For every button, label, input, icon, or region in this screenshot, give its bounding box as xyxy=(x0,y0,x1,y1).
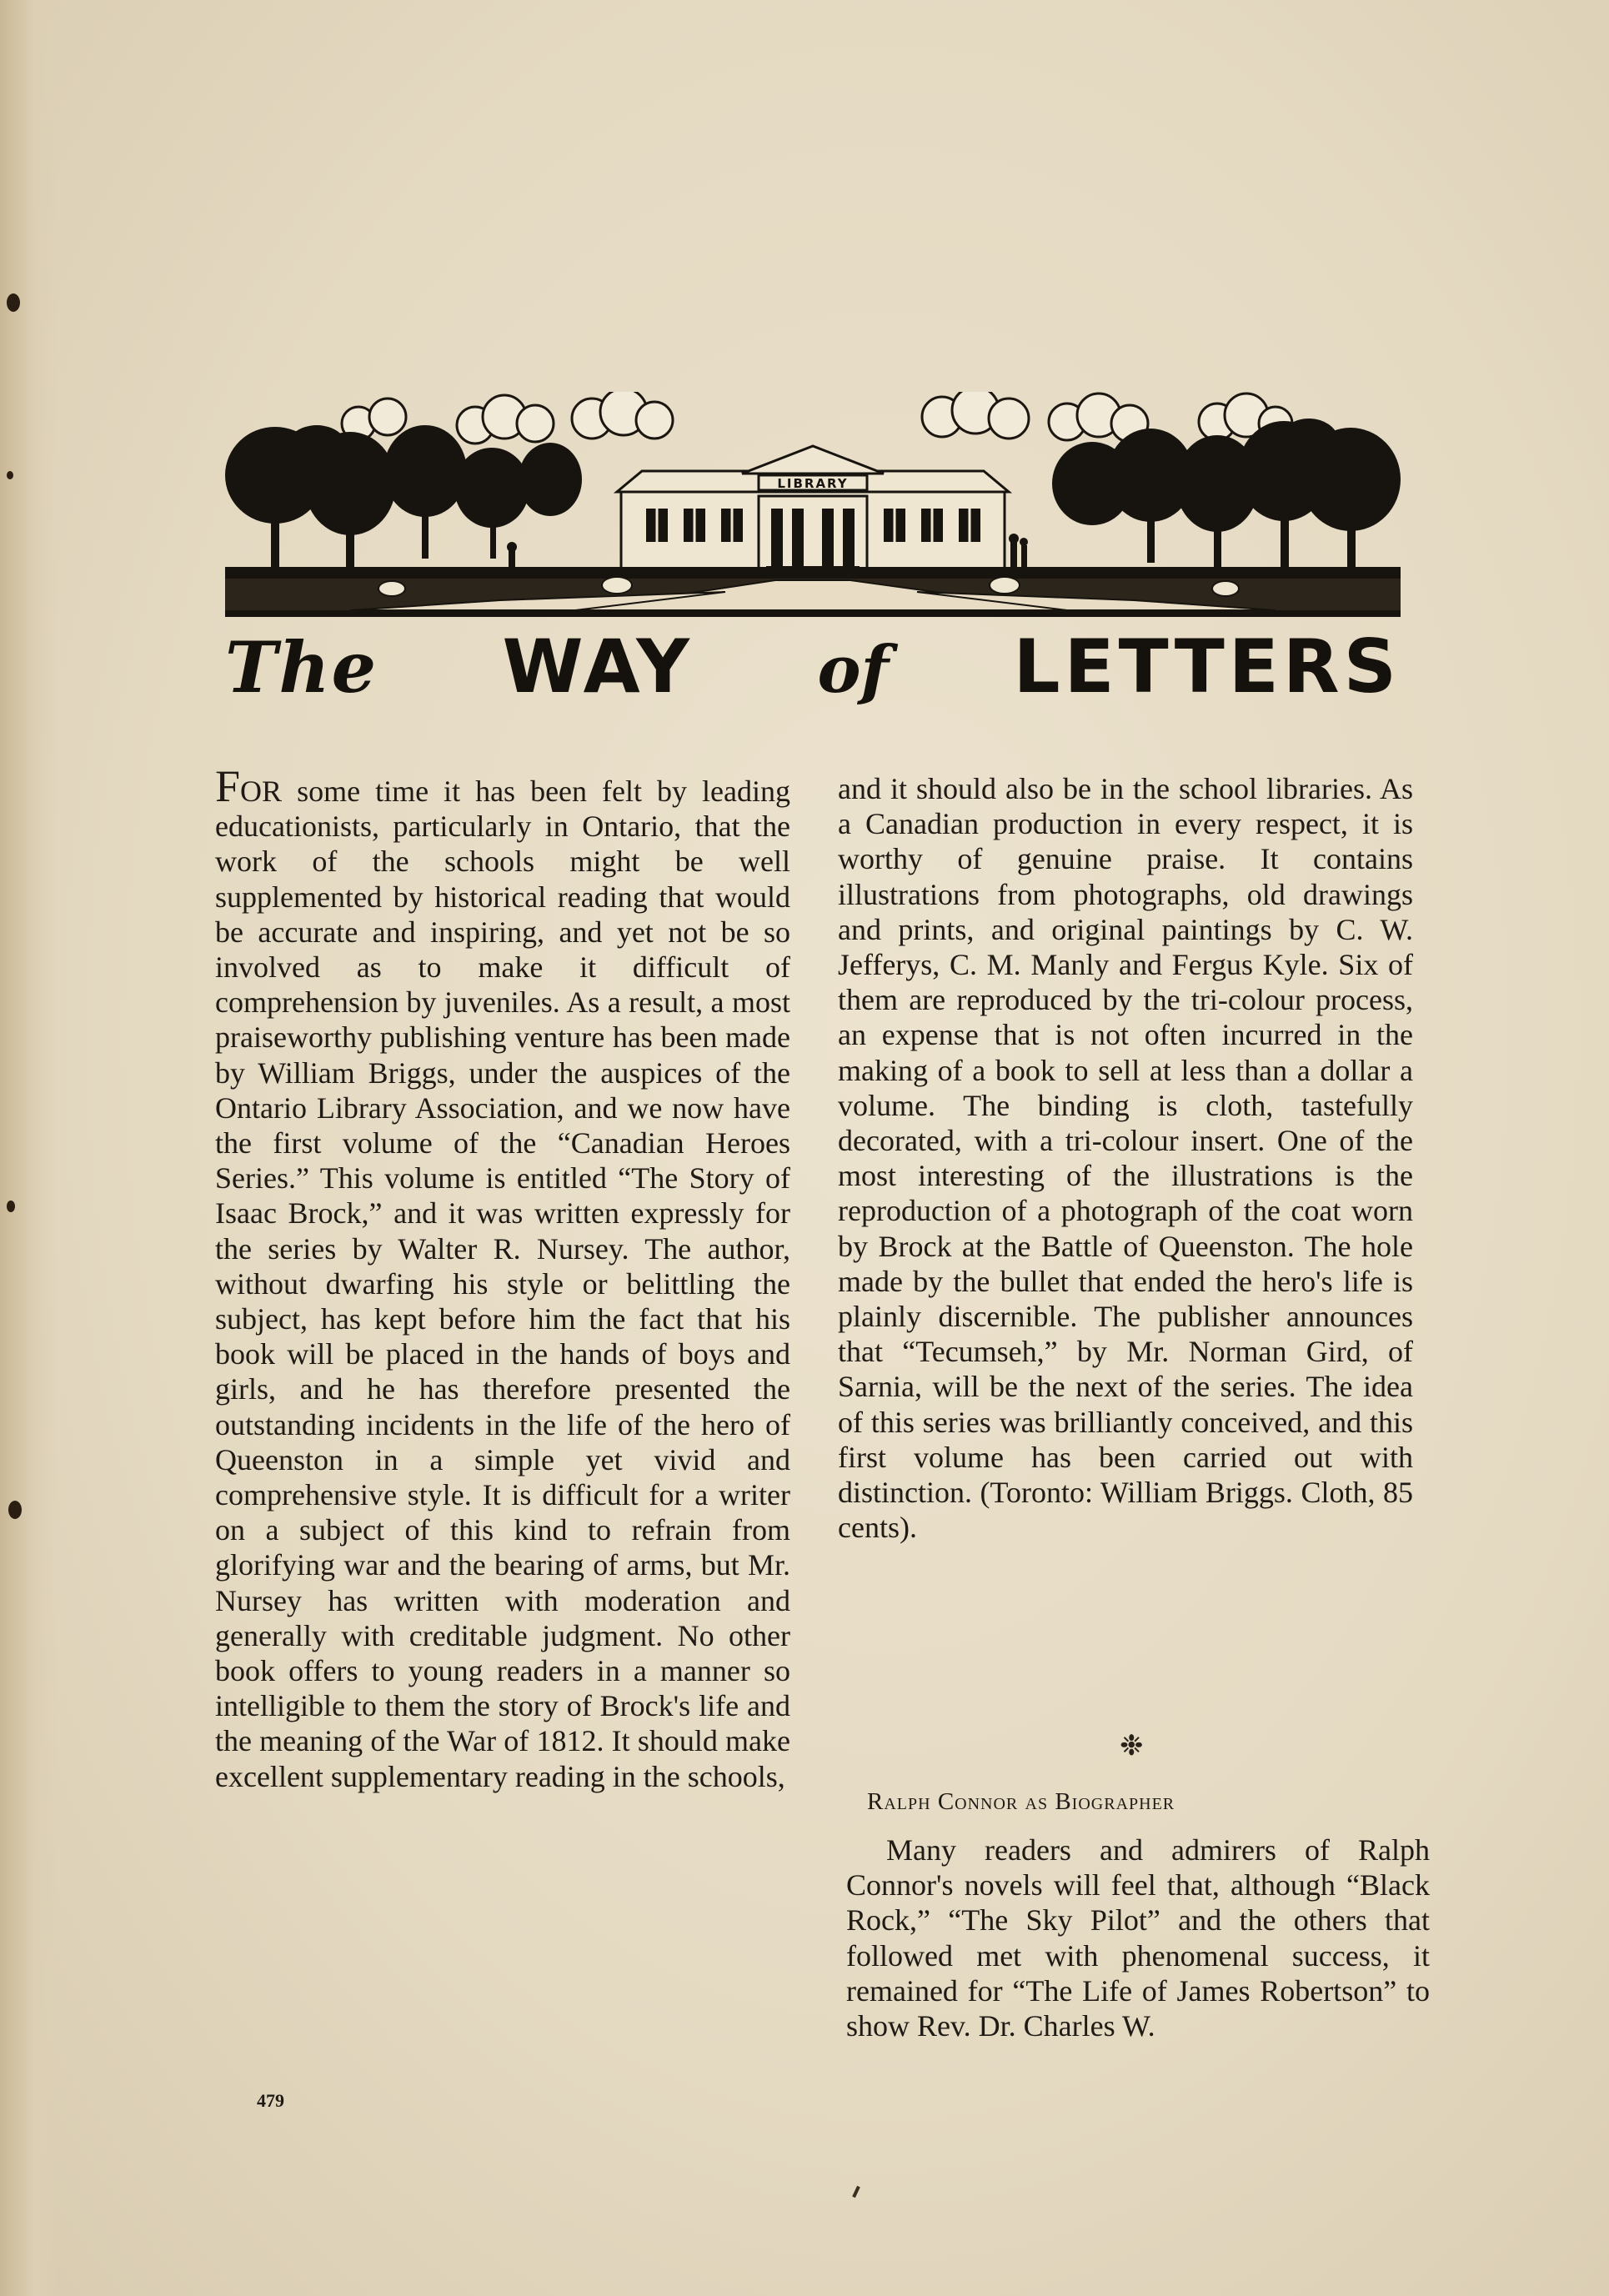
stray-ink-mark xyxy=(852,2186,860,2198)
title-the: The xyxy=(225,626,378,709)
article-left-column xyxy=(215,761,790,1794)
article-text-left: OR some time it has been felt by leading educationists, particularly in Ontario, that the work of the schools might be well supplemented by historical reading that would be accurate and inspiring, and yet not be so involved as to make it difficult of comprehension by juveniles. As a result, a most praiseworthy publishing venture has been made by William Briggs, under the auspices of the Ontario Library Association, and we now have the first volume of the “Canadian Heroes Series.” This volume is entitled “The Story of Isaac Brock,” and it was written expressly for the series by Walter R. Nursey. The author, without dwarfing his style or belittling the subject, has kept before him the fact that his book will be placed in the hands of boys and girls, and he has therefore presented the outstanding incidents in the life of the hero of Queenston in a simple yet vivid and comprehensive style. It is difficult for a writer on a subject of this kind to refrain from glorifying war and the bearing of arms, but Mr. Nursey has written with moderation and generally with creditable judgment. No other book offers to young readers in a manner so intelligible to them the story of Brock's life and the meaning of the War of 1812. It should make excellent supplementary reading in the schools, xyxy=(215,775,790,1793)
section-ornament: ❉ xyxy=(1120,1731,1144,1762)
section-body xyxy=(846,1832,1430,2043)
article-right-column xyxy=(838,771,1413,1545)
article-text-right: and it should also be in the school libraries. As a Canadian production in every respect, it is worthy of genuine praise. It contains illustrations from photographs, old drawings and prints, and original paintings by C. W. Jefferys, C. M. Manly and Fergus Kyle. Six of them are reproduced by the tri-colour process, an expense that is not often incurred in the making of a book to sell at less than a dollar a volume. The binding is cloth, tastefully decorated, with a tri-colour insert. One of the most interesting of the illustrations is the reproduction of a photograph of the coat worn by Brock at the Battle of Queenston. The hole made by the bullet that ended the hero's life is plainly discernible. The publisher announces that “Tecumseh,” by Mr. Norman Gird, of Sarnia, will be the next of the series. The idea of this series was brilliantly conceived, and this first volume has been carried out with distinction. (Toronto: William Briggs. Cloth, 85 cents). xyxy=(838,772,1413,1545)
binding-hole xyxy=(8,1501,22,1519)
library-illustration xyxy=(225,392,1401,617)
library-sign: LIBRARY xyxy=(777,476,849,491)
title-letters: LETTERS xyxy=(1013,624,1401,709)
binding-hole xyxy=(7,1201,15,1212)
drop-cap: F xyxy=(215,761,241,811)
title-way: WAY xyxy=(502,624,693,709)
section-text: Many readers and admirers of Ralph Connor's novels will feel that, although “Black Rock,” “The Sky Pilot” and the others that followed met with phenomenal success, it remained for “The Life of James Robertson” to show Rev. Dr. Charles W. xyxy=(846,1833,1430,2043)
binding-hole xyxy=(7,293,20,312)
binding-gutter xyxy=(0,0,58,2296)
binding-hole xyxy=(7,471,13,479)
section-heading: Ralph Connor as Biographer xyxy=(867,1788,1175,1815)
title-of: of xyxy=(817,632,890,708)
section-title xyxy=(225,624,1401,715)
page-number: 479 xyxy=(257,2090,284,2111)
